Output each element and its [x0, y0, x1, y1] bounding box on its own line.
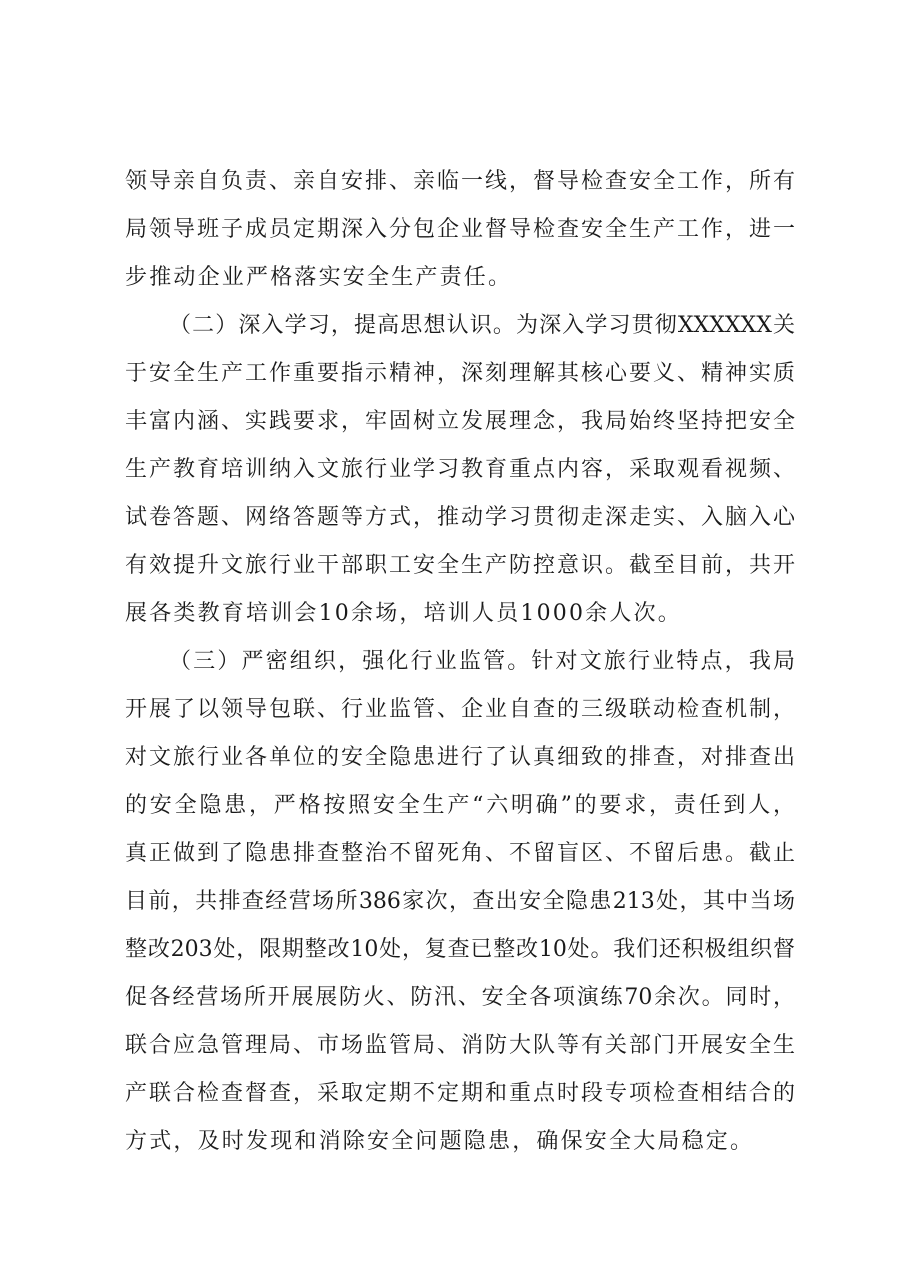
text-line: 促各经营场所开展展防火、防汛、安全各项演练70余次。同时， [125, 985, 795, 1010]
section-heading-line: （二）深入学习，提高思想认识。为深入学习贯彻XXXXXX关 [169, 313, 795, 338]
text-line: 生产教育培训纳入文旅行业学习教育重点内容，采取观看视频、 [125, 457, 795, 482]
text-line: 对文旅行业各单位的安全隐患进行了认真细致的排查，对排查出 [125, 745, 795, 770]
text-line: 开展了以领导包联、行业监管、企业自查的三级联动检查机制， [125, 697, 795, 722]
text-line: 试卷答题、网络答题等方式，推动学习贯彻走深走实、入脑入心 [125, 505, 795, 530]
text-line: 展各类教育培训会10余场，培训人员1000余人次。 [125, 601, 682, 626]
text-line: 产联合检查督查，采取定期不定期和重点时段专项检查相结合的 [125, 1081, 795, 1106]
text-line: 目前，共排查经营场所386家次，查出安全隐患213处，其中当场 [125, 889, 795, 914]
text-line: 整改203处，限期整改10处，复查已整改10处。我们还积极组织督 [125, 937, 795, 962]
section-heading-line: （三）严密组织，强化行业监管。针对文旅行业特点，我局 [169, 649, 795, 674]
text-line: 领导亲自负责、亲自安排、亲临一线，督导检查安全工作，所有 [125, 169, 795, 194]
text-line: 于安全生产工作重要指示精神，深刻理解其核心要义、精神实质 [125, 361, 795, 386]
text-line: 丰富内涵、实践要求，牢固树立发展理念，我局始终坚持把安全 [125, 409, 795, 434]
document-body [125, 158, 795, 1166]
text-line: 真正做到了隐患排查整治不留死角、不留盲区、不留后患。截止 [125, 841, 795, 866]
text-line: 的安全隐患，严格按照安全生产“六明确”的要求，责任到人， [125, 793, 795, 818]
text-line: 局领导班子成员定期深入分包企业督导检查安全生产工作，进一 [125, 217, 795, 242]
text-line: 有效提升文旅行业干部职工安全生产防控意识。截至目前，共开 [125, 553, 795, 578]
text-line: 步推动企业严格落实安全生产责任。 [125, 265, 513, 290]
text-line: 联合应急管理局、市场监管局、消防大队等有关部门开展安全生 [125, 1033, 795, 1058]
text-line: 方式，及时发现和消除安全问题隐患，确保安全大局稳定。 [125, 1129, 755, 1154]
